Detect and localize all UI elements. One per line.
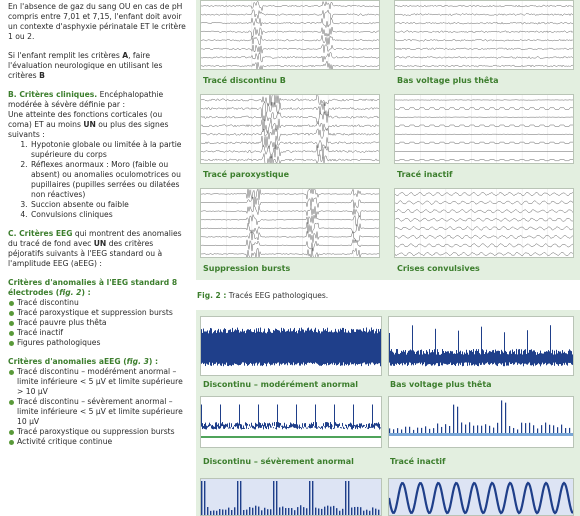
list-item: Tracé discontinu – sévèrement anormal – limite inférieure < 5 µV et limite supérieure 10 µV [8,397,188,427]
aeeg-heading: Critères d'anomalies aEEG (fig. 3) : [8,357,159,366]
list-item: 4. Convulsions cliniques [30,210,188,220]
aeeg-seizure-trace-icon [388,478,574,516]
list-item: 1. Hypotonie globale ou limitée à la partie supérieure du corps [30,140,188,160]
fig2-caption-crises: Crises convulsives [397,264,480,273]
eeg8-heading: Critères d'anomalies à l'EEG standard 8 électrodes (fig. 2) : [8,278,178,297]
eeg-paroxysmal-trace-icon [200,94,380,164]
fig3-caption-inactif: Tracé inactif [390,457,446,466]
eeg-low-voltage-trace-icon [394,0,574,70]
fig2-caption-bas-voltage: Bas voltage plus thêta [397,76,499,85]
fig2-caption-suppression: Suppression bursts [203,264,291,273]
list-item: Tracé paroxystique et suppression bursts [8,308,188,318]
criteria-b-list [30,140,188,220]
list-item: 2. Réflexes anormaux : Moro (faible ou absent) ou anomalies oculomotrices ou pupillaires (pupilles serrées ou dilatées non réactives) [30,160,188,200]
aeeg-criteria-list [8,367,188,447]
aeeg-burst-trace-icon [200,478,382,516]
fig3-caption-severement: Discontinu – sévèrement anormal [203,457,354,466]
list-item: Tracé discontinu – modérément anormal – limite inférieure < 5 µV et limite supérieure > 10 µV [8,367,188,397]
criteria-b-atteinte: Une atteinte des fonctions corticales (ou coma) ET au moins UN ou plus des signes suivants : [8,110,169,139]
criteria-c-paragraph: C. Critères EEG qui montrent des anomalies du tracé de fond avec UN des critères péjoratifs suivants à l'EEG standard ou à l'amplitude EEG (aEEG) : [8,229,182,268]
list-item: Tracé discontinu [8,298,188,308]
aeeg-moderate-trace-icon [200,316,382,376]
list-item: Tracé inactif [8,328,188,338]
intro-paragraph: En l'absence de gaz du sang OU en cas de pH compris entre 7,01 et 7,15, l'enfant doit avoir un contexte d'asphyxie périnatale ET le critère 1 ou 2. [8,2,186,41]
fig3-caption-moderement: Discontinu – modérément anormal [203,380,359,389]
list-item: 3. Succion absente ou faible [30,200,188,210]
list-item: Tracé paroxystique ou suppression bursts [8,427,188,437]
list-item: Figures pathologiques [8,338,188,348]
aeeg-inactive-trace-icon [388,396,574,448]
aeeg-severe-trace-icon [200,396,382,448]
aeeg-low-voltage-trace-icon [388,316,574,376]
eeg-seizure-trace-icon [394,188,574,258]
list-item: Tracé pauvre plus thêta [8,318,188,328]
criteria-a-instruction: Si l'enfant remplit les critères A, faire l'évaluation neurologique en utilisant les critères B [8,51,163,80]
eeg-suppression-burst-trace-icon [200,188,380,258]
eeg-discontinuous-trace-icon [200,0,380,70]
eeg8-criteria-list [8,298,188,348]
eeg-inactive-trace-icon [394,94,574,164]
criteria-b-heading: B. Critères cliniques. Encéphalopathie modérée à sévère définie par : [8,90,164,109]
fig2-caption-discontinu: Tracé discontinu B [203,76,286,85]
figure-2-caption: Fig. 2 : Tracés EEG pathologiques. [197,291,329,300]
list-item: Activité critique continue [8,437,188,447]
fig3-caption-bas-voltage: Bas voltage plus thêta [390,380,492,389]
article-text-column [0,0,192,516]
fig2-caption-paroxystique: Tracé paroxystique [203,170,289,179]
fig2-caption-inactif: Tracé inactif [397,170,453,179]
